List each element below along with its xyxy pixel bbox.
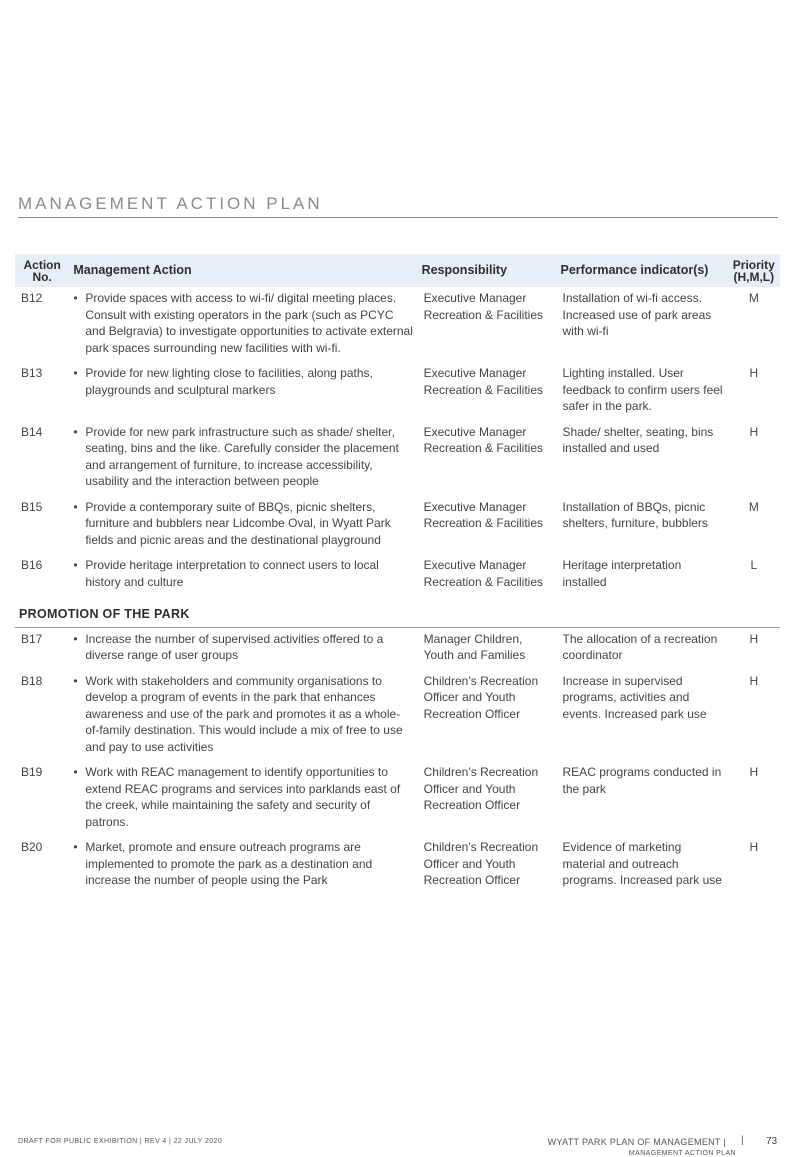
management-action-cell (69, 496, 417, 555)
action-number: B20 (21, 840, 43, 854)
bullet-icon: • (73, 765, 78, 779)
responsibility-cell: Children’s Recreation Officer and Youth Recreation Officer (423, 673, 539, 721)
responsibility-cell: Executive Manager Recreation & Facilities (423, 558, 543, 589)
responsibility-cell: Executive Manager Recreation & Facilities (423, 424, 543, 455)
performance-indicator-cell: REAC programs conducted in the park (562, 765, 722, 796)
table-row (15, 287, 780, 362)
bullet-icon: • (73, 631, 78, 646)
management-action-text: Provide for new lighting close to facilities, along paths, playgrounds and sculptural markers (85, 366, 373, 397)
management-action-text: Work with REAC management to identify opportunities to extend REAC programs and services into parklands east of the creek, while maintaining the safety and security of patrons. (85, 765, 401, 829)
management-action-cell (69, 670, 417, 762)
action-number: B14 (21, 424, 43, 439)
priority-cell: H (749, 673, 759, 688)
action-number: B15 (21, 499, 43, 514)
table-row (15, 761, 780, 836)
table-row (15, 362, 780, 421)
priority-cell: H (749, 765, 759, 779)
action-number: B13 (21, 366, 43, 380)
table-row (15, 670, 780, 762)
responsibility-cell: Manager Children, Youth and Families (423, 631, 526, 662)
management-action-text: Provide a contemporary suite of BBQs, picnic shelters, furniture and bubblers near Lidcombe Oval, in Wyatt Park fields and picnic areas and the destinational playground (85, 499, 391, 547)
title-divider (18, 217, 778, 218)
header-action-no: Action No. (15, 254, 69, 287)
management-action-text: Provide for new park infrastructure such as shade/ shelter, seating, bins and the like. Carefully consider the placement and arrangement of furniture, to increase accessibility, usability and the interaction between people (85, 424, 399, 488)
performance-indicator-cell: Increase in supervised programs, activities and events. Increased park use (562, 673, 707, 721)
performance-indicator-cell: Heritage interpretation installed (562, 558, 682, 589)
performance-indicator-cell: Evidence of marketing material and outreach programs. Increased park use (562, 840, 722, 887)
action-number: B17 (21, 631, 43, 646)
bullet-icon: • (73, 558, 78, 572)
management-action-text: Market, promote and ensure outreach programs are implemented to promote the park as a destination and increase the number of people using the Park (85, 840, 373, 887)
action-number: B12 (21, 291, 43, 305)
management-action-cell (69, 362, 417, 421)
priority-cell: H (749, 366, 759, 380)
performance-indicator-cell: Installation of BBQs, picnic shelters, furniture, bubblers (562, 499, 708, 530)
performance-indicator-cell: Lighting installed. User feedback to confirm users feel safer in the park. (562, 366, 723, 413)
responsibility-cell: Executive Manager Recreation & Facilities (423, 499, 543, 530)
performance-indicator-cell: Installation of wi-fi access. Increased use of park areas with wi-fi (562, 291, 712, 338)
group-heading-row (15, 596, 780, 627)
bullet-icon: • (73, 673, 78, 688)
responsibility-cell: Children’s Recreation Officer and Youth Recreation Officer (423, 840, 539, 887)
management-action-cell (69, 287, 417, 362)
header-management-action: Management Action (69, 254, 417, 287)
action-number: B19 (21, 765, 43, 779)
action-number: B16 (21, 558, 43, 572)
priority-cell: H (749, 840, 759, 854)
bullet-icon: • (73, 424, 78, 439)
table-row (15, 627, 780, 670)
header-priority: Priority (H,M,L) (728, 254, 780, 287)
footer-document-title: WYATT PARK PLAN OF MANAGEMENT | (547, 1137, 726, 1147)
management-action-text: Provide spaces with access to wi-fi/ digital meeting places. Consult with existing operators in the park (such as PCYC and Belgravia) to investigate opportunities to activate external park spaces surrounding new facilities with wi-fi. (85, 291, 413, 355)
priority-cell: M (748, 499, 759, 514)
priority-cell: H (749, 424, 759, 439)
management-action-cell (69, 421, 417, 496)
priority-cell: L (750, 558, 758, 572)
header-performance: Performance indicator(s) (557, 254, 728, 287)
priority-cell: H (749, 631, 759, 646)
table-row (15, 554, 780, 596)
responsibility-cell: Executive Manager Recreation & Facilities (423, 366, 543, 397)
management-action-table (15, 254, 780, 895)
responsibility-cell: Executive Manager Recreation & Facilities (423, 291, 543, 322)
table-row (15, 836, 780, 895)
page-number: 73 (766, 1136, 778, 1147)
action-number: B18 (21, 673, 43, 688)
section-title: MANAGEMENT ACTION PLAN (18, 194, 323, 213)
table-row (15, 421, 780, 496)
table-header-row (15, 254, 780, 287)
management-action-cell (69, 761, 417, 836)
management-action-text: Work with stakeholders and community organisations to develop a program of events in the park that enhances awareness and use of the park and promotes it as a whole-of-family destination. This would include a mix of free to use and pay to use activities (85, 673, 403, 754)
footer-draft-info: DRAFT FOR PUBLIC EXHIBITION | REV 4 | 22 JULY 2020 (18, 1138, 223, 1145)
management-action-text: Increase the number of supervised activities offered to a diverse range of user groups (85, 631, 384, 662)
priority-cell: M (748, 291, 759, 305)
bullet-icon: • (73, 499, 78, 514)
management-action-cell (69, 836, 417, 895)
bullet-icon: • (73, 840, 78, 854)
management-action-cell (69, 627, 417, 670)
performance-indicator-cell: Shade/ shelter, seating, bins installed and used (562, 424, 714, 455)
management-action-cell (69, 554, 417, 596)
group-heading: PROMOTION OF THE PARK (15, 596, 780, 627)
management-action-text: Provide heritage interpretation to connect users to local history and culture (85, 558, 379, 589)
bullet-icon: • (73, 366, 78, 380)
performance-indicator-cell: The allocation of a recreation coordinator (562, 631, 718, 662)
bullet-icon: • (73, 291, 78, 305)
footer-separator: | (741, 1135, 744, 1146)
footer-section-name: MANAGEMENT ACTION PLAN (628, 1150, 736, 1157)
table-row (15, 496, 780, 555)
header-responsibility: Responsibility (418, 254, 557, 287)
responsibility-cell: Children’s Recreation Officer and Youth Recreation Officer (423, 765, 539, 812)
